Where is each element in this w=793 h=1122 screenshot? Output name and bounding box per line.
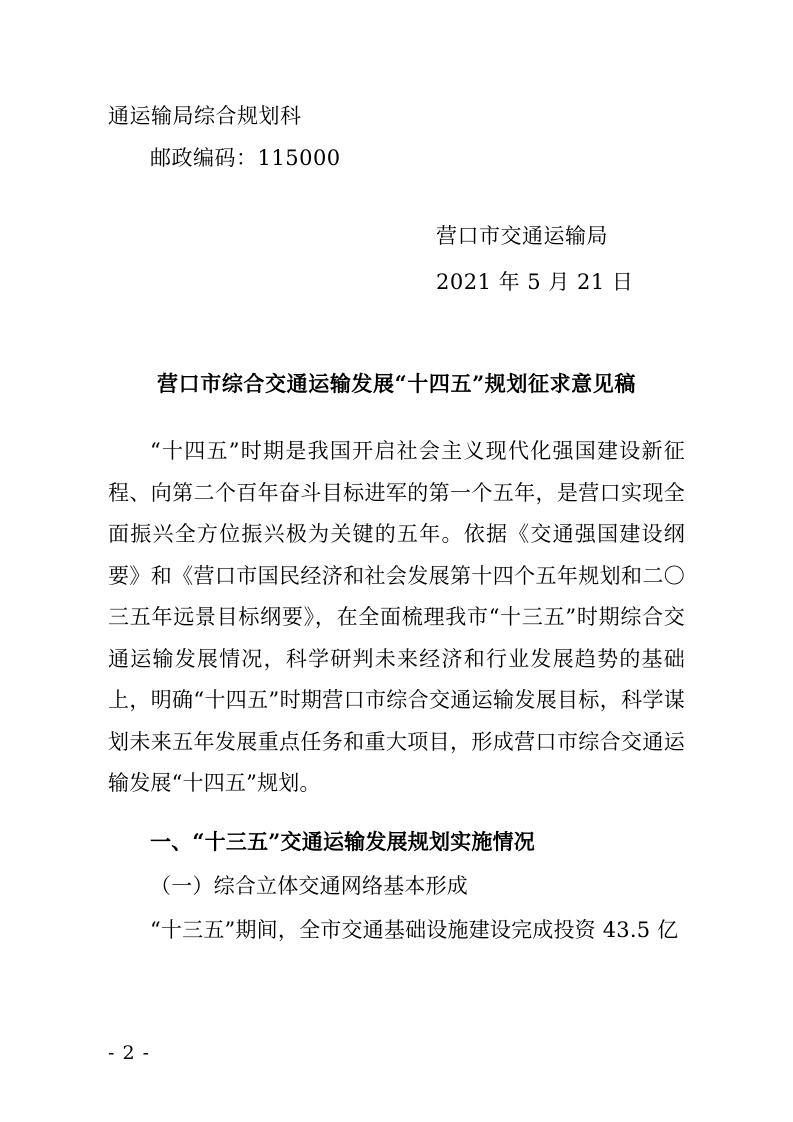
page-number: - 2 - <box>108 1042 151 1064</box>
signature-block <box>108 213 685 305</box>
signature-issuer: 营口市交通运输局 <box>436 224 608 248</box>
section-heading-1: 一、“十三五”交通运输发展规划实施情况 <box>150 828 535 854</box>
body-paragraph-2: “十三五”期间，全市交通基础设施建设完成投资 43.5 亿 <box>150 917 679 942</box>
section-heading-2: （一）综合立体交通网络基本形成 <box>150 873 468 898</box>
body-paragraph-1: “十四五”时期是我国开启社会主义现代化强国建设新征程、向第二个百年奋斗目标进军的第一个五年，是营口实现全面振兴全方位振兴极为关键的五年。依据《交通强国建设纲要》和《营口市国民经济和社会发展第十四个五年规划和二〇三五年远景目标纲要》，在全面梳理我市“十三五”时期综合交通运输发展情况，科学研判未来经济和行业发展趋势的基础上，明确“十四五”时期营口市综合交通运输发展目标，科学谋划未来五年发展重点任务和重大项目，形成营口市综合交通运输发展“十四五”规划。 <box>108 439 685 795</box>
page-title: 营口市综合交通运输发展“十四五”规划征求意见稿 <box>157 371 636 396</box>
header-line-2: 邮政编码：115000 <box>150 146 341 170</box>
signature-date: 2021 年 5 月 21 日 <box>436 270 634 294</box>
header-line-1: 通运输局综合规划科 <box>108 104 302 128</box>
